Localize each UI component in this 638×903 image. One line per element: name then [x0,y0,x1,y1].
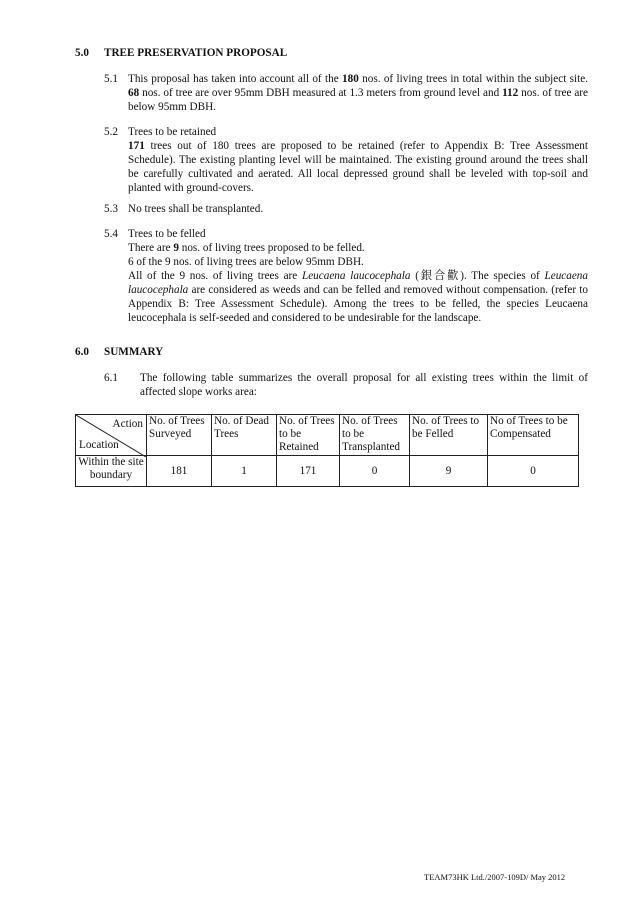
cell-dead: 1 [212,456,277,487]
item-6-1-text: The following table summarizes the overall proposal for all existing trees within the limit of affected slope works area: [140,372,588,398]
corner-action-label: Action [112,418,143,430]
item-5-4-number: 5.4 [104,228,118,240]
item-5-2-number: 5.2 [104,126,118,138]
item-5-4-heading: Trees to be felled [128,228,206,240]
item-6-1-number: 6.1 [104,372,118,384]
cell-retained: 171 [277,456,340,487]
cell-compensated: 0 [488,456,579,487]
header-surveyed: No. of Trees Surveyed [147,415,212,456]
header-felled: No. of Trees to be Felled [410,415,488,456]
section-6-title: SUMMARY [104,346,164,358]
item-5-1-number: 5.1 [104,73,118,85]
page-footer: TEAM73HK Ltd./2007-109D/ May 2012 [424,872,566,882]
table-row [76,456,579,487]
item-5-3-text: No trees shall be transplanted. [128,203,264,215]
summary-table [75,414,579,487]
item-5-2-text: Trees to be retained 171 trees out of 180 trees are proposed to be retained (refer to Appendix B: Tree Assessment Schedule). The existing planting level will be maintained. The existing ground around the trees shall be carefully cultivated and aerated. All local depressed ground shall be leveled with top-soil and planted with ground-covers. [128,126,588,194]
row-location: Within the site boundary [76,456,147,487]
item-5-1-text: This proposal has taken into account all of the 180 nos. of living trees in total within the subject site. 68 nos. of tree are over 95mm DBH measured at 1.3 meters from ground level and 112 nos. of tree are below 95mm DBH. [128,73,589,113]
item-5-4-text: Trees to be felled There are 9 nos. of living trees proposed to be felled. 6 of the 9 nos. of living trees are below 95mm DBH. All of the 9 nos. of living trees are Leucaena laucocephala (銀合歡). The species of Leucaena laucocephala are considered as weeds and can be felled and removed without compensation. (refer to Appendix B: Tree Assessment Schedule). Among the trees to be felled, the species Leucaena leucocephala is self-seeded and considered to be undesirable for the landscape. [128,228,588,324]
item-5-2-heading: Trees to be retained [128,126,217,138]
table-header-row [76,415,579,456]
header-retained: No. of Trees to be Retained [277,415,340,456]
header-transplanted: No. of Trees to be Transplanted [340,415,410,456]
section-5-title: TREE PRESERVATION PROPOSAL [104,47,288,59]
section-5-number: 5.0 [75,47,89,59]
header-dead: No. of Dead Trees [212,415,277,456]
item-5-3-number: 5.3 [104,203,118,215]
section-6-number: 6.0 [75,346,89,358]
cell-transplanted: 0 [340,456,410,487]
cell-surveyed: 181 [147,456,212,487]
corner-location-label: Location [79,439,119,451]
cell-felled: 9 [410,456,488,487]
header-compensated: No of Trees to be Compensated [488,415,579,456]
table-corner-cell [76,415,147,456]
